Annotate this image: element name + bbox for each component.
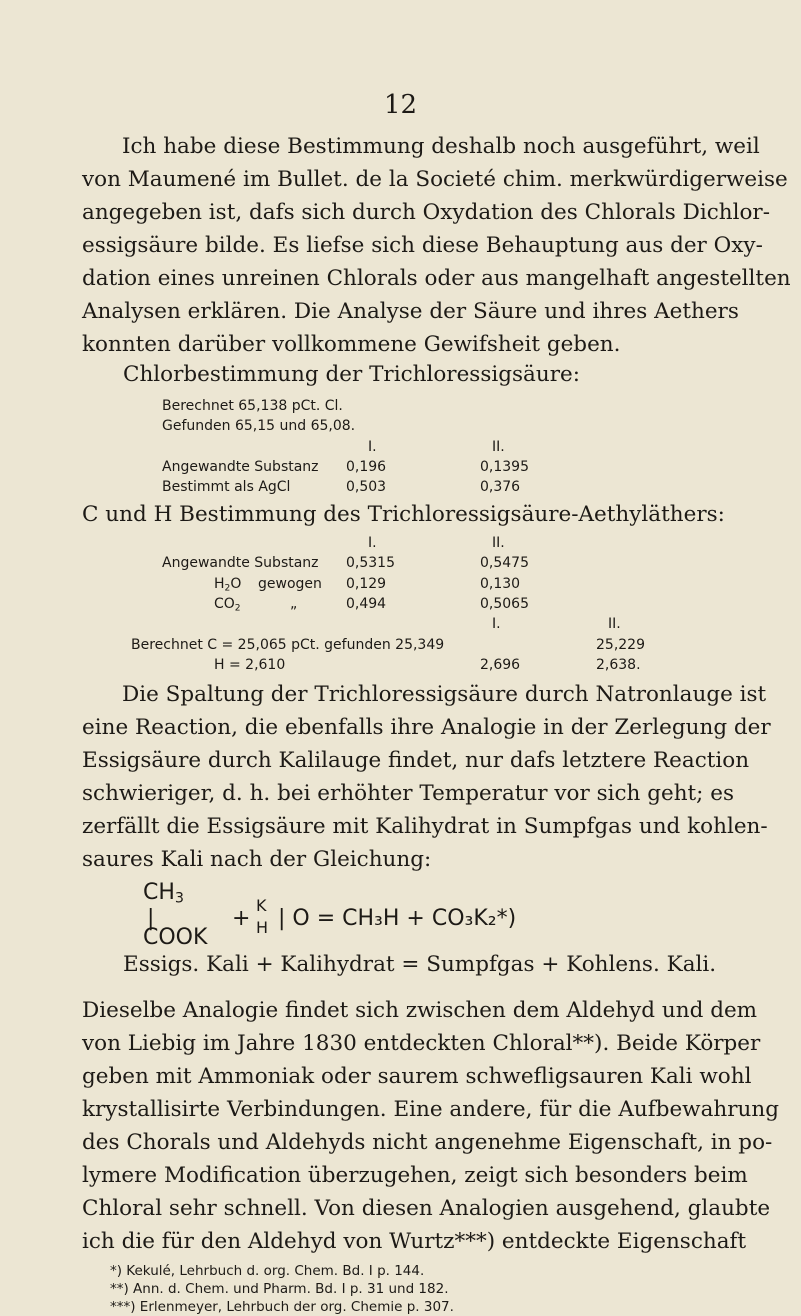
equation-cook: COOK: [143, 925, 208, 950]
paragraph-intro: [82, 130, 791, 361]
equation-rhs: | O = CH₃H + CO₃K₂*): [278, 906, 517, 931]
table-cell: 2,696: [480, 657, 521, 673]
text-line: zerfällt die Essigsäure mit Kalihydrat in Sumpfgas und kohlen-: [82, 814, 768, 839]
column-header-i: I.: [368, 439, 377, 455]
text-line: des Chorals und Aldehyds nicht angenehme Eigenschaft, in po-: [82, 1130, 773, 1155]
footnote: ***) Erlenmeyer, Lehrbuch der org. Chemie p. 307.: [110, 1299, 454, 1315]
carbon-result: Berechnet C = 25,065 pCt. gefunden 25,349: [131, 637, 445, 653]
equation-plus: +: [232, 906, 251, 931]
column-header-i: I.: [368, 535, 377, 551]
text-line: angegeben ist, dafs sich durch Oxydation des Chlorals Dichlor-: [82, 200, 770, 225]
chlorine-heading: Chlorbestimmung der Trichloressigsäure:: [123, 362, 580, 387]
table-row-label: Bestimmt als AgCl: [162, 479, 291, 495]
table-row-label: „: [290, 596, 298, 612]
equation-bond: |: [147, 906, 155, 931]
text-line: schwieriger, d. h. bei erhöhter Temperatur vor sich geht; es: [82, 781, 735, 806]
table-cell: 0,5065: [480, 596, 529, 612]
table-cell: 0,503: [346, 479, 387, 495]
table-cell: 0,129: [346, 576, 387, 592]
text-line: ich die für den Aldehyd von Wurtz***) entdeckte Eigenschaft: [82, 1229, 747, 1254]
column-header-ii: II.: [492, 535, 505, 551]
hydrogen-result: H = 2,610: [214, 657, 286, 673]
text-line: von Maumené im Bullet. de la Societé chim. merkwürdigerweise: [82, 167, 788, 192]
table-cell: 2,638.: [596, 657, 641, 673]
column-header-ii: II.: [492, 439, 505, 455]
text-line: konnten darüber vollkommene Gewifsheit geben.: [82, 332, 621, 357]
column-header-ii: II.: [608, 616, 621, 632]
water-formula: $H_2O$: [214, 576, 242, 594]
table-cell: 0,494: [346, 596, 387, 612]
text-line: geben mit Ammoniak oder saurem schwefligsauren Kali wohl: [82, 1064, 752, 1089]
footnote: **) Ann. d. Chem. und Pharm. Bd. I p. 31 und 182.: [110, 1281, 449, 1297]
text-line: krystallisirte Verbindungen. Eine andere, für die Aufbewahrung: [82, 1097, 779, 1122]
page-number: 12: [383, 90, 418, 120]
table-cell: 0,5315: [346, 555, 395, 571]
equation-k: K: [256, 896, 267, 915]
table-cell: 25,229: [596, 637, 645, 653]
text-line: essigsäure bilde. Es liefse sich diese Behauptung aus der Oxy-: [82, 233, 763, 258]
text-line: lymere Modification überzugehen, zeigt sich besonders beim: [82, 1163, 748, 1188]
ch-heading: C und H Bestimmung des Trichloressigsäure-Aethyläthers:: [82, 502, 725, 527]
chlorine-found: Gefunden 65,15 und 65,08.: [162, 418, 356, 434]
text-line: Die Spaltung der Trichloressigsäure durch Natronlauge ist: [122, 682, 767, 707]
table-cell: 0,376: [480, 479, 521, 495]
table-cell: 0,5475: [480, 555, 529, 571]
equation-word-form: Essigs. Kali + Kalihydrat = Sumpfgas + Kohlens. Kali.: [123, 952, 717, 977]
paragraph-aldehyde: [82, 994, 779, 1258]
text-line: Chloral sehr schnell. Von diesen Analogien ausgehend, glaubte: [82, 1196, 771, 1221]
text-line: Ich habe diese Bestimmung deshalb noch ausgeführt, weil: [122, 134, 760, 159]
text-line: eine Reaction, die ebenfalls ihre Analogie in der Zerlegung der: [82, 715, 771, 740]
table-row-label: Angewandte Substanz: [162, 555, 319, 571]
text-line: dation eines unreinen Chlorals oder aus mangelhaft angestellten: [82, 266, 791, 291]
co2-formula: $CO_2$: [214, 596, 241, 614]
text-line: von Liebig im Jahre 1830 entdeckten Chloral**). Beide Körper: [82, 1031, 761, 1056]
column-header-i: I.: [492, 616, 501, 632]
text-line: Essigsäure durch Kalilauge findet, nur dafs letztere Reaction: [82, 748, 750, 773]
table-cell: 0,130: [480, 576, 521, 592]
text-line: Analysen erklären. Die Analyse der Säure und ihres Aethers: [82, 299, 739, 324]
paragraph-cleavage: [82, 678, 771, 876]
text-line: saures Kali nach der Gleichung:: [82, 847, 432, 872]
table-cell: 0,1395: [480, 459, 529, 475]
text-line: Dieselbe Analogie findet sich zwischen dem Aldehyd und dem: [82, 998, 758, 1023]
table-cell: 0,196: [346, 459, 387, 475]
equation-h: H: [256, 918, 269, 937]
table-row-label: gewogen: [258, 576, 322, 592]
equation-ch3: $CH_3$: [143, 880, 185, 907]
chlorine-calculated: Berechnet 65,138 pCt. Cl.: [162, 398, 343, 414]
footnote: *) Kekulé, Lehrbuch d. org. Chem. Bd. I p. 144.: [110, 1263, 425, 1279]
table-row-label: Angewandte Substanz: [162, 459, 319, 475]
